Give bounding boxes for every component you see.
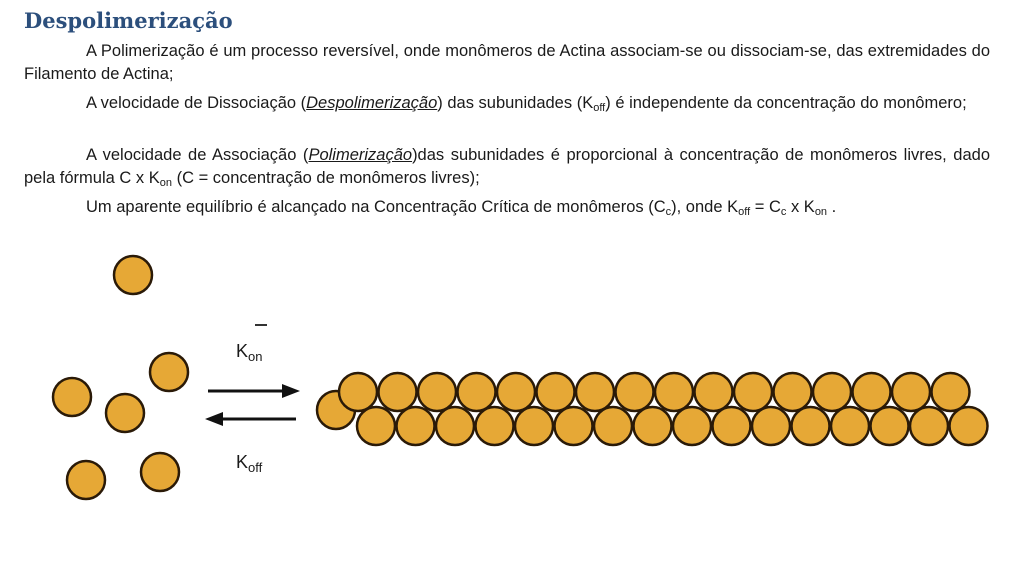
paragraph-critical-concentration (24, 196, 990, 224)
paragraph-3-text-a: A velocidade de Associação ( (86, 146, 309, 164)
kon-subscript: on (814, 206, 828, 218)
filament-monomer (950, 407, 988, 445)
koff-subscript: off (593, 102, 606, 114)
filament-monomer (357, 407, 395, 445)
filament-monomer (397, 407, 435, 445)
filament-monomer (339, 373, 377, 411)
filament-monomer (713, 407, 751, 445)
term-despolimerizacao: Despolimerização (306, 94, 438, 112)
figure-canvas (0, 225, 1024, 572)
filament-monomer (813, 373, 851, 411)
filament-monomer (497, 373, 535, 411)
paragraph-2-text-a: A velocidade de Dissociação ( (86, 94, 307, 112)
filament-monomer (774, 373, 812, 411)
filament-monomer (932, 373, 970, 411)
filament-monomer (458, 373, 496, 411)
kon-arrowhead (282, 384, 300, 398)
filament-monomer (537, 373, 575, 411)
paragraph-4-text-c: = C (750, 198, 781, 216)
filament-monomer (871, 407, 909, 445)
filament-monomer (555, 407, 593, 445)
paragraph-association-rate (24, 144, 990, 195)
filament-monomer (695, 373, 733, 411)
term-polimerizacao: Polimerização (308, 146, 413, 164)
filament-monomer (634, 407, 672, 445)
paragraph-2-text-b: ) das subunidades (K (437, 94, 594, 112)
filament-monomer (792, 407, 830, 445)
kon-subscript: on (159, 177, 172, 189)
filament-monomer (616, 373, 654, 411)
koff-label: $K_{off}$ (236, 452, 263, 475)
free-actin-monomer (141, 453, 179, 491)
free-actin-monomer (150, 353, 188, 391)
filament-monomer (418, 373, 456, 411)
filament-monomer (910, 407, 948, 445)
filament-monomer (576, 373, 614, 411)
paragraph-3-text-c: (C = concentração de monômeros livres); (171, 169, 480, 187)
actin-polymerization-figure (0, 225, 1024, 572)
filament-monomer (853, 373, 891, 411)
filament-monomer (734, 373, 772, 411)
filament-monomer (831, 407, 869, 445)
free-actin-monomer (53, 378, 91, 416)
filament-monomer (673, 407, 711, 445)
filament-monomer (436, 407, 474, 445)
kon-label: $K_{on}$ (236, 341, 263, 364)
filament-monomer (594, 407, 632, 445)
free-actin-monomer (106, 394, 144, 432)
paragraph-4-text-b: ), onde K (671, 198, 739, 216)
paragraph-polymerization-reversible (24, 40, 990, 86)
cc-subscript: c (665, 206, 672, 218)
actin-filament (317, 373, 988, 445)
filament-monomer (655, 373, 693, 411)
paragraph-3-text-b: )das subunidades é proporcional à concentração de monômeros livres, dado pela fórmula C x K (24, 146, 991, 187)
koff-arrowhead (205, 412, 223, 426)
filament-monomer (892, 373, 930, 411)
koff-label-subscript: off (248, 460, 263, 475)
cc-subscript: c (780, 206, 787, 218)
paragraph-dissociation-rate (24, 92, 990, 120)
filament-monomer (752, 407, 790, 445)
paragraph-4-text-d: x K (786, 198, 815, 216)
filament-monomer (476, 407, 514, 445)
section-heading: Despolimerização (24, 8, 233, 33)
paragraph-1-text: A Polimerização é um processo reversível, onde monômeros de Actina associam-se ou dissociam-se, das extremidades do Filamento de Actina; (24, 42, 990, 83)
koff-subscript: off (738, 206, 751, 218)
kon-label-subscript: on (248, 349, 263, 364)
free-actin-monomer (114, 256, 152, 294)
filament-monomer (379, 373, 417, 411)
paragraph-2-text-c: ) é independente da concentração do monômero; (605, 94, 967, 112)
paragraph-4-text-e: . (827, 198, 837, 216)
free-actin-monomer (67, 461, 105, 499)
free-monomers (53, 256, 188, 499)
filament-monomer (515, 407, 553, 445)
paragraph-4-text-a: Um aparente equilíbrio é alcançado na Concentração Crítica de monômeros (C (86, 198, 666, 216)
